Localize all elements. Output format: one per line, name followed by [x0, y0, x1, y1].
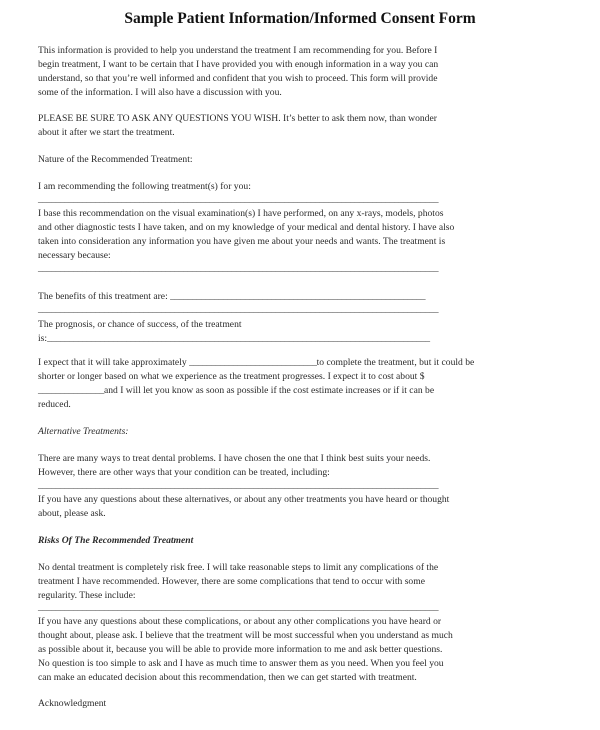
prognosis-row — [38, 332, 566, 346]
alternatives-question-line: about, please ask. — [38, 508, 106, 519]
page-title: Sample Patient Information/Informed Consent Form — [124, 10, 476, 27]
intro-paragraph — [38, 44, 566, 100]
risks-line: No dental treatment is completely risk free. I will take reasonable steps to limit any complications of the — [38, 562, 439, 573]
alternatives-heading: Alternative Treatments: — [38, 426, 129, 437]
benefits-label: The benefits of this treatment are: — [38, 291, 171, 302]
prognosis-blank[interactable]: _______________________________________________________________________________________ — [47, 333, 430, 344]
basis-line: necessary because: — [38, 250, 111, 261]
prognosis-label: The prognosis, or chance of success, of the treatment — [38, 319, 242, 330]
risks-heading: Risks Of The Recommended Treatment — [38, 535, 194, 546]
alternatives-question-line: If you have any questions about these alternatives, or about any other treatments you have heard or thought — [38, 494, 450, 505]
risks-line: regularity. These include: — [38, 590, 136, 601]
ask-questions-paragraph — [38, 112, 566, 140]
duration-blank[interactable]: _____________________________ — [189, 357, 317, 368]
benefits-row — [38, 290, 566, 304]
time-text: to complete the treatment, but it could be — [316, 357, 475, 368]
intro-line: some of the information. I will also have a discussion with you. — [38, 87, 282, 98]
alternatives-line: There are many ways to treat dental problems. I have chosen the one that I think best suits your needs. — [38, 453, 431, 464]
risks-questions — [38, 615, 566, 685]
basis-line: I base this recommendation on the visual examination(s) I have performed, on any x-rays, models, photos — [38, 208, 444, 219]
necessity-blank[interactable]: ___________________________________________________________________________________________ — [38, 263, 439, 274]
time-text: and I will let you know as soon as possible if the cost estimate increases or if it can be — [103, 385, 435, 396]
alternatives-paragraph — [38, 452, 566, 480]
alternatives-line: However, there are other ways that your condition can be treated, including: — [38, 467, 330, 478]
risks-line: treatment I have recommended. However, there are some complications that tend to occur with some — [38, 576, 425, 587]
cost-blank[interactable]: _______________ — [38, 385, 104, 396]
ask-line: about it after we start the treatment. — [38, 127, 175, 138]
time-row-1 — [38, 356, 566, 370]
basis-line: taken into consideration any information you have given me about your needs and wants. The treatment is — [38, 236, 446, 247]
risks-paragraph — [38, 561, 566, 603]
recommended-treatment-blank[interactable]: ___________________________________________________________________________________________ — [38, 194, 439, 205]
alternatives-blank[interactable]: ___________________________________________________________________________________________ — [38, 480, 439, 491]
basis-line: and other diagnostic tests I have taken, and on my knowledge of your medical and dental history. I have also — [38, 222, 455, 233]
intro-line: understand, so that you’re well informed and confident that you wish to proceed. This form will provide — [38, 73, 438, 84]
time-row-4: reduced. — [38, 399, 71, 410]
risks-question-line: No question is too simple to ask and I have as much time to answer them as you need. When you feel you — [38, 658, 444, 669]
risks-question-line: If you have any questions about these complications, or about any other complications you have heard or — [38, 616, 442, 627]
risks-blank[interactable]: ___________________________________________________________________________________________ — [38, 602, 439, 613]
ask-line: PLEASE BE SURE TO ASK ANY QUESTIONS YOU WISH. It’s better to ask them now, than wonder — [38, 113, 437, 124]
time-row-2: shorter or longer based on what we experience as the treatment progresses. I expect it to cost about $ — [38, 371, 425, 382]
alternatives-questions — [38, 493, 566, 521]
intro-line: This information is provided to help you understand the treatment I am recommending for you. Before I — [38, 45, 438, 56]
acknowledgment-heading: Acknowledgment — [38, 698, 107, 709]
benefits-blank[interactable]: __________________________________________________________ — [170, 291, 426, 302]
time-text: I expect that it will take approximately — [38, 357, 190, 368]
prognosis-is-label: is: — [38, 333, 48, 344]
time-row-3 — [38, 384, 566, 398]
risks-question-line: as possible about it, because you will be able to provide more information to me and ask better questions. — [38, 644, 443, 655]
risks-question-line: thought about, please ask. I believe that the treatment will be most successful when you understand as much — [38, 630, 453, 641]
intro-line: begin treatment, I want to be certain that I have provided you with enough information in a way you can — [38, 59, 439, 70]
basis-paragraph — [38, 207, 566, 263]
risks-question-line: can make an educated decision about this recommendation, then we can get started with treatment. — [38, 672, 417, 683]
benefits-blank-2[interactable]: ___________________________________________________________________________________________ — [38, 304, 439, 315]
nature-heading: Nature of the Recommended Treatment: — [38, 154, 193, 165]
recommending-label: I am recommending the following treatment(s) for you: — [38, 181, 251, 192]
